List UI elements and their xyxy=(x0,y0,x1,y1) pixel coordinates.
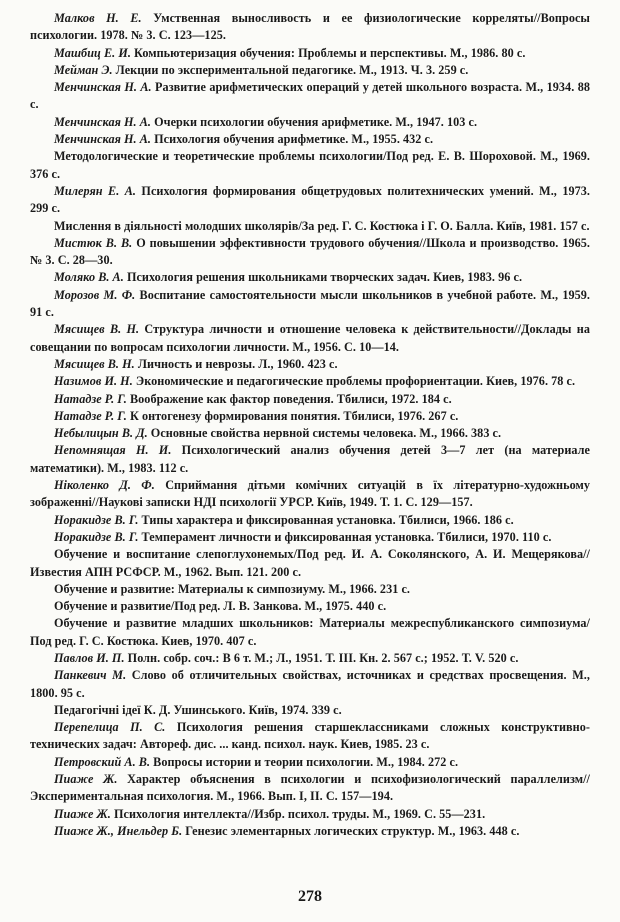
bibliography-entry xyxy=(30,615,590,650)
bibliography-entry xyxy=(30,10,590,45)
entry-author: Менчинская Н. А. xyxy=(54,132,152,147)
entry-text: Психология решения школьниками творческих задач. Киев, 1983. 96 с. xyxy=(123,270,523,285)
entry-text: Очерки психологии обучения арифметике. М., 1947. 103 с. xyxy=(151,114,478,129)
entry-text: Обучение и развитие младших школьников: Материалы межреспубликанского симпозиума/Под ред. Г. С. Костюка. Киев, 1970. 407 с. xyxy=(30,616,590,648)
entry-author: Менчинская Н. А. xyxy=(54,114,152,129)
entry-text: Психология формирования общетрудовых политехнических умений. М., 1973. 299 с. xyxy=(30,183,590,216)
entry-text: Слово об отличительных свойствах, источниках и средствах просвещения. М., 1800. 95 с. xyxy=(30,668,590,700)
entry-text: Психология решения старшеклассниками сложных конструктивно-технических задач: Автореф. дис. ... канд. психол. наук. Киев, 1985. 23 с. xyxy=(30,720,590,752)
bibliography-entry xyxy=(30,529,590,546)
bibliography-entry xyxy=(30,287,590,322)
bibliography-entry xyxy=(30,183,590,218)
entry-author: Мейман Э. xyxy=(54,62,113,77)
entry-author: Панкевич М. xyxy=(54,668,127,683)
bibliography-entry xyxy=(30,546,590,581)
page-number: 278 xyxy=(298,888,322,905)
entry-author: Мистюк В. В. xyxy=(54,235,133,250)
entry-text: Сприймання дітьми комічних ситуацій в їх літературно-художньому зображенні//Наукові записки НДІ психології УРСР. Київ, 1949. Т. 1. С. 129—157. xyxy=(30,478,590,510)
entry-text: Структура личности и отношение человека к действительности//Доклады на совещании по вопросам психологии личности. М., 1956. С. 10—14. xyxy=(30,322,590,354)
bibliography-entry xyxy=(30,771,590,806)
entry-text: Экономические и педагогические проблемы профориентации. Киев, 1976. 78 с. xyxy=(132,374,576,389)
entry-author: Непомнящая Н. И. xyxy=(54,443,172,458)
entry-author: Пиаже Ж. xyxy=(54,772,118,787)
bibliography-entry xyxy=(30,408,590,425)
bibliography-entry xyxy=(30,442,590,477)
entry-author: Пиаже Ж., Инельдер Б. xyxy=(54,823,183,838)
entry-text: Вопросы истории и теории психологии. М., 1984. 272 с. xyxy=(150,754,459,769)
bibliography-entry xyxy=(30,131,590,148)
entry-text: Генезис элементарных логических структур. М., 1963. 448 с. xyxy=(182,823,520,838)
entry-author: Машбиц Е. И. xyxy=(54,45,131,60)
entry-author: Ніколенко Д. Ф. xyxy=(54,478,155,493)
bibliography-entry xyxy=(30,148,590,183)
entry-author: Моляко В. А. xyxy=(54,270,124,285)
entry-text: Умственная выносливость и ее физиологические корреляты//Вопросы психологии. 1978. № 3. С. 123—125. xyxy=(30,11,590,43)
bibliography-entry xyxy=(30,45,590,62)
entry-text: Воображение как фактор поведения. Тбилиси, 1972. 184 с. xyxy=(126,391,452,406)
entry-text: Обучение и развитие: Материалы к симпозиуму. М., 1966. 231 с. xyxy=(54,581,411,596)
entry-author: Малков Н. Е. xyxy=(54,11,142,25)
bibliography-entry xyxy=(30,62,590,79)
bibliography-entry xyxy=(30,650,590,667)
bibliography-entry xyxy=(30,823,590,840)
entry-author: Милерян Е. А. xyxy=(54,183,136,198)
entry-text: Методологические и теоретические проблемы психологии/Под ред. Е. В. Шороховой. М., 1969. 376 с. xyxy=(30,149,590,181)
entry-text: Педагогічні ідеї К. Д. Ушинського. Київ, 1974. 339 с. xyxy=(54,702,342,717)
bibliography-entry xyxy=(30,477,590,512)
entry-text: Темперамент личности и фиксированная установка. Тбилиси, 1970. 110 с. xyxy=(138,529,552,544)
entry-author: Пиаже Ж. xyxy=(54,806,111,821)
entry-author: Норакидзе В. Г. xyxy=(54,512,139,527)
entry-author: Натадзе Р. Г. xyxy=(54,391,127,406)
entry-text: О повышении эффективности трудового обучения//Школа и производство. 1965. № 3. С. 28—30. xyxy=(30,235,590,268)
entry-text: Характер объяснения в психологии и психофизиологический параллелизм//Экспериментальная психология. М., 1966. Вып. I, II. С. 157—194. xyxy=(30,772,590,804)
bibliography-entry xyxy=(30,667,590,702)
entry-text: Компьютеризация обучения: Проблемы и перспективы. М., 1986. 80 с. xyxy=(130,45,526,60)
entry-author: Натадзе Р. Г. xyxy=(54,408,127,423)
bibliography-entry xyxy=(30,512,590,529)
entry-text: Психологический анализ обучения детей 3—7 лет (на материале математики). М., 1983. 112 с. xyxy=(30,443,590,475)
bibliography-list xyxy=(30,10,590,840)
entry-author: Назимов И. Н. xyxy=(54,374,133,389)
bibliography-entry xyxy=(30,373,590,390)
entry-text: Обучение и воспитание слепоглухонемых/Под ред. И. А. Соколянского, А. И. Мещерякова//Известия АПН РСФСР. М., 1962. Вып. 121. 200 с. xyxy=(30,547,590,579)
entry-author: Мясищев В. Н. xyxy=(54,356,135,371)
bibliography-entry xyxy=(30,218,590,235)
bibliography-entry xyxy=(30,719,590,754)
entry-text: Лекции по экспериментальной педагогике. М., 1913. Ч. 3. 259 с. xyxy=(112,62,469,77)
entry-author: Небылицын В. Д. xyxy=(54,426,148,441)
bibliography-entry xyxy=(30,79,590,114)
entry-text: Основные свойства нервной системы человека. М., 1966. 383 с. xyxy=(147,426,502,441)
bibliography-entry xyxy=(30,425,590,442)
entry-author: Менчинская Н. А. xyxy=(54,80,152,95)
entry-text: Полн. собр. соч.: В 6 т. М.; Л., 1951. Т. III. Кн. 2. 567 с.; 1952. Т. V. 520 с. xyxy=(124,650,519,665)
entry-text: Обучение и развитие/Под ред. Л. В. Занкова. М., 1975. 440 с. xyxy=(54,599,387,614)
entry-text: Типы характера и фиксированная установка. Тбилиси, 1966. 186 с. xyxy=(138,512,514,527)
entry-author: Петровский А. В. xyxy=(54,754,151,769)
entry-text: Воспитание самостоятельности мысли школьников в учебной работе. М., 1959. 91 с. xyxy=(30,287,591,320)
bibliography-entry xyxy=(30,391,590,408)
bibliography-entry xyxy=(30,114,590,131)
bibliography-entry xyxy=(30,702,590,719)
entry-text: Развитие арифметических операций у детей школьного возраста. М., 1934. 88 с. xyxy=(30,80,590,112)
entry-text: К онтогенезу формирования понятия. Тбилиси, 1976. 267 с. xyxy=(126,408,459,423)
bibliography-entry xyxy=(30,235,590,270)
bibliography-entry xyxy=(30,269,590,286)
entry-text: Личность и неврозы. Л., 1960. 423 с. xyxy=(134,356,338,371)
bibliography-entry xyxy=(30,598,590,615)
entry-text: Мислення в діяльності молодших школярів/За ред. Г. С. Костюка і Г. О. Балла. Київ, 1981. 157 с. xyxy=(54,218,590,233)
entry-text: Психология интеллекта//Избр. психол. труды. М., 1969. С. 55—231. xyxy=(110,806,486,821)
bibliography-entry xyxy=(30,754,590,771)
entry-author: Павлов И. П. xyxy=(54,650,125,665)
bibliography-entry xyxy=(30,321,590,356)
entry-author: Морозов М. Ф. xyxy=(54,287,136,302)
bibliography-entry xyxy=(30,356,590,373)
entry-author: Норакидзе В. Г. xyxy=(54,529,139,544)
bibliography-entry xyxy=(30,806,590,823)
entry-author: Перепелица П. С. xyxy=(54,720,166,735)
entry-author: Мясищев В. Н. xyxy=(54,322,140,337)
bibliography-entry xyxy=(30,581,590,598)
entry-text: Психология обучения арифметике. М., 1955. 432 с. xyxy=(151,132,434,147)
